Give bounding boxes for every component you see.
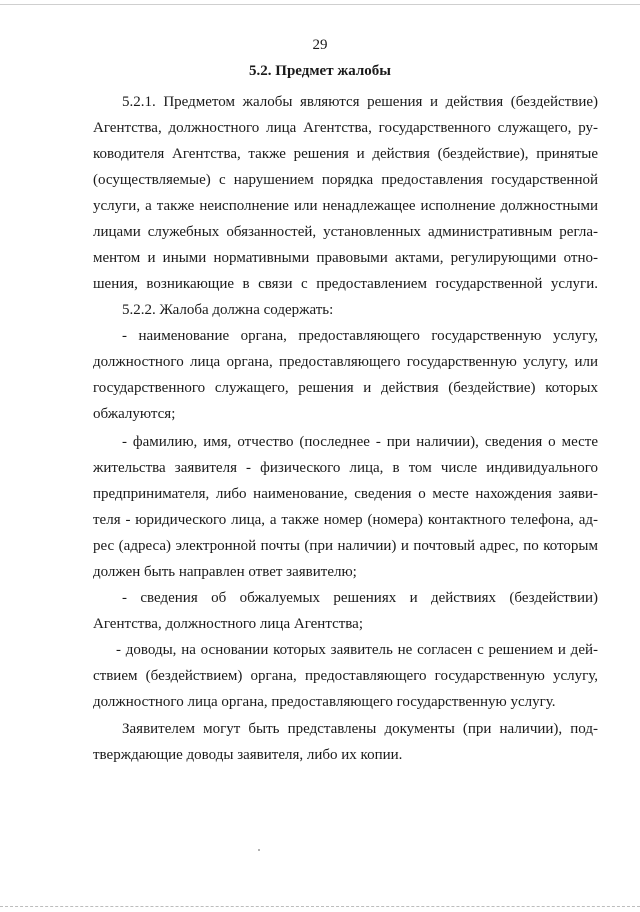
text-line: 5.2.1. Предметом жалобы являются решения и действия (бездействие) (122, 94, 598, 110)
text-line: шения, возникающие в связи с предоставлением государственной услуги. (93, 276, 598, 292)
text-line: тверждающие доводы заявителя, либо их копии. (93, 747, 403, 763)
text-line: лицами служебных обязанностей, установленных административным регла- (93, 224, 598, 240)
text-line: (осуществляемые) с нарушением порядка предоставления государственной (93, 172, 598, 188)
text-line: обжалуются; (93, 406, 176, 422)
scan-top-edge (0, 4, 640, 5)
text-line: - сведения об обжалуемых решениях и действиях (бездействии) (122, 590, 598, 606)
text-line: должен быть направлен ответ заявителю; (93, 564, 357, 580)
text-line: Заявителем могут быть представлены документы (при наличии), под- (122, 721, 598, 737)
scan-bottom-edge (0, 906, 640, 907)
text-line: предпринимателя, либо наименование, сведения о месте нахождения заяви- (93, 486, 598, 502)
text-line: ствием (бездействием) органа, предоставляющего государственную услугу, (93, 668, 598, 684)
text-line: должностного лица органа, предоставляющего государственную услугу, или (93, 354, 598, 370)
page-number: 29 (312, 37, 328, 53)
text-line: 5.2.2. Жалоба должна содержать: (122, 302, 334, 318)
text-line: должностного лица органа, предоставляющего государственную услугу. (93, 694, 556, 710)
scan-speck (258, 849, 260, 851)
text-line: жительства заявителя - физического лица, в том числе индивидуального (93, 460, 598, 476)
section-title: 5.2. Предмет жалобы (249, 63, 391, 79)
text-line: теля - юридического лица, а также номер (номера) контактного телефона, ад- (93, 512, 598, 528)
text-line: - доводы, на основании которых заявитель не согласен с решением и дей- (116, 642, 598, 658)
text-line: государственного служащего, решения и действия (бездействие) которых (93, 380, 598, 396)
text-line: ментом и иными нормативными правовыми актами, регулирующими отно- (93, 250, 598, 266)
text-line: рес (адреса) электронной почты (при наличии) и почтовый адрес, по которым (93, 538, 598, 554)
text-line: - фамилию, имя, отчество (последнее - при наличии), сведения о месте (122, 434, 598, 450)
text-line: Агентства, должностного лица Агентства, государственного служащего, ру- (93, 120, 598, 136)
text-line: Агентства, должностного лица Агентства; (93, 616, 363, 632)
text-line: ководителя Агентства, также решения и действия (бездействие), принятые (93, 146, 598, 162)
text-line: услуги, а также неисполнение или ненадлежащее исполнение должностными (93, 198, 598, 214)
text-line: - наименование органа, предоставляющего государственную услугу, (122, 328, 598, 344)
